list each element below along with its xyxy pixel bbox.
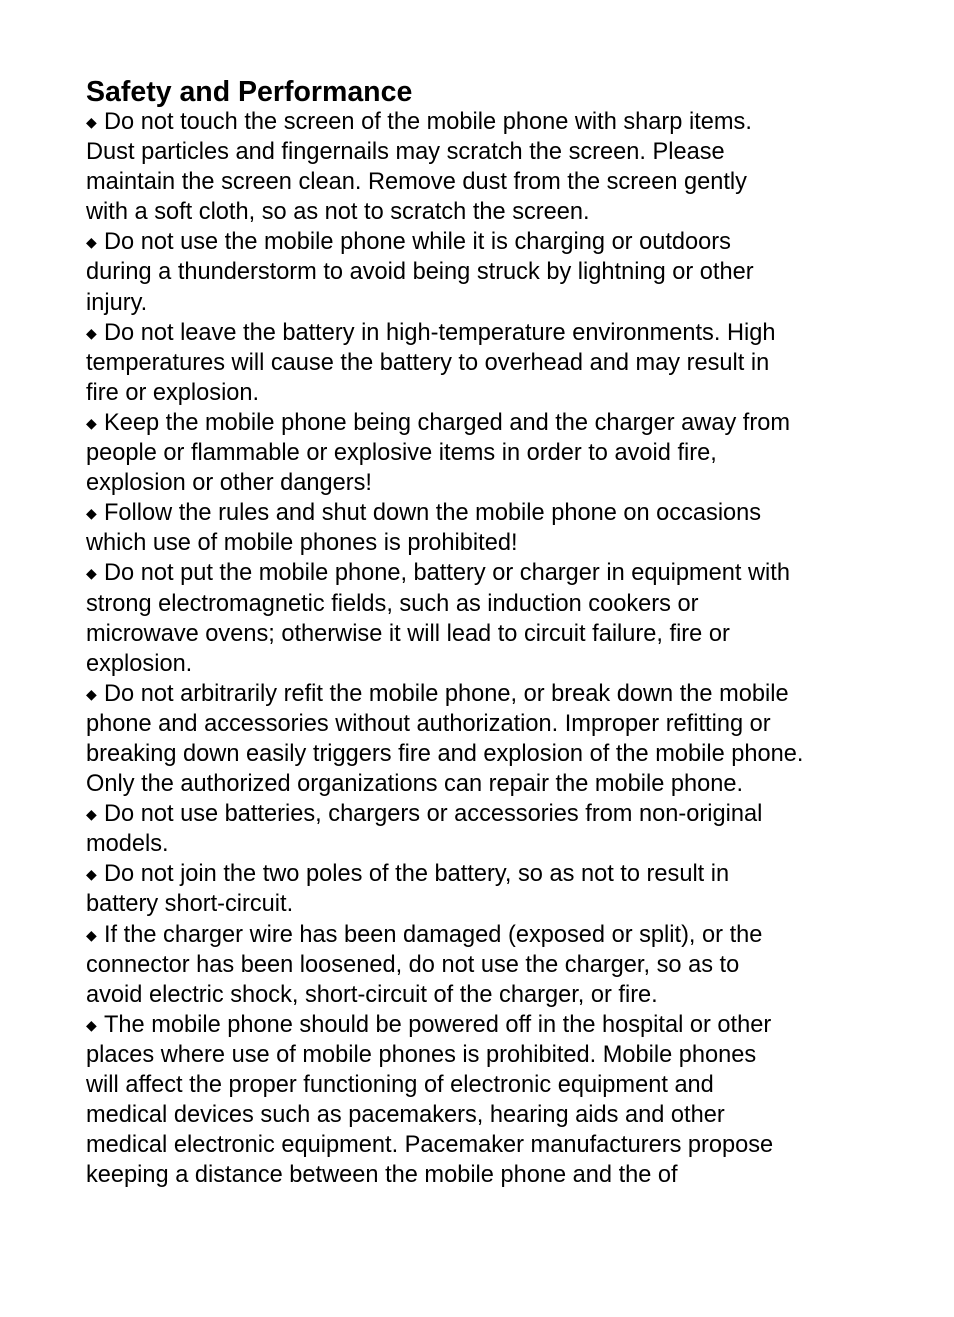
safety-item-line [86,679,886,709]
safety-item [86,107,886,227]
safety-item-text: Do not join the two poles of the battery, so as not to result in [104,861,730,888]
safety-item-text: people or flammable or explosive items in order to avoid fire, [86,440,717,467]
safety-item-line [86,950,886,980]
safety-item-text: places where use of mobile phones is prohibited. Mobile phones [86,1041,757,1068]
safety-item-text: Only the authorized organizations can repair the mobile phone. [86,771,744,798]
safety-item-text: injury. [86,289,148,316]
safety-item [86,498,886,558]
safety-item-text: with a soft cloth, so as not to scratch the screen. [86,199,590,226]
safety-item-text: temperatures will cause the battery to overhead and may result in [86,349,770,376]
safety-item-line [86,859,886,889]
safety-item-line [86,1010,886,1040]
safety-item-line [86,649,886,679]
safety-item [86,1010,886,1191]
safety-item-line [86,468,886,498]
diamond-bullet-icon: ◆ [86,234,97,251]
safety-item-text: fire or explosion. [86,379,260,406]
safety-item-text: will affect the proper functioning of electronic equipment and [86,1072,714,1098]
safety-item [86,679,886,799]
safety-item-line [86,709,886,739]
safety-item-text: explosion. [86,650,193,677]
safety-item-line [86,528,886,558]
safety-item-text: explosion or other dangers! [86,470,372,497]
safety-item [86,227,886,317]
safety-item-text: strong electromagnetic fields, such as induction cookers or [86,590,699,617]
safety-item-text: avoid electric shock, short-circuit of the charger, or fire. [86,981,658,1008]
safety-item-line [86,829,886,859]
safety-item-line [86,408,886,438]
safety-item-text: Do not use the mobile phone while it is charging or outdoors [104,229,731,256]
safety-item-text: connector has been loosened, do not use the charger, so as to [86,951,740,978]
safety-item-text: Follow the rules and shut down the mobile phone on occasions [104,500,762,527]
safety-item [86,859,886,919]
safety-item-line [86,438,886,468]
safety-item-text: Keep the mobile phone being charged and the charger away from [104,409,790,436]
safety-item-text: Do not use batteries, chargers or accessories from non-original [104,801,763,828]
safety-item-line [86,1160,886,1190]
diamond-bullet-icon: ◆ [86,866,97,883]
safety-item-line [86,257,886,287]
safety-item-text: Do not arbitrarily refit the mobile phone, or break down the mobile [104,680,789,707]
safety-item-text: microwave ovens; otherwise it will lead to circuit failure, fire or [86,620,730,647]
document-page [86,74,886,1190]
safety-item-line [86,197,886,227]
safety-item-line [86,799,886,829]
safety-item-line [86,167,886,197]
safety-item [86,318,886,408]
diamond-bullet-icon: ◆ [86,685,97,702]
diamond-bullet-icon: ◆ [86,1016,97,1033]
safety-item-text: during a thunderstorm to avoid being struck by lightning or other [86,259,754,286]
safety-item-line [86,348,886,378]
safety-item-text: The mobile phone should be powered off in the hospital or other [104,1011,772,1038]
safety-item-text: Dust particles and fingernails may scratch the screen. Please [86,139,725,166]
safety-item-text: Do not leave the battery in high-temperature environments. High [104,319,776,346]
safety-item-text: breaking down easily triggers fire and explosion of the mobile phone. [86,740,804,767]
safety-item-line [86,288,886,318]
safety-item-text: maintain the screen clean. Remove dust from the screen gently [86,169,747,196]
diamond-bullet-icon: ◆ [86,324,97,341]
safety-item-line [86,1040,886,1070]
safety-item-line [86,589,886,619]
safety-item-line [86,137,886,167]
safety-item-line [86,558,886,588]
safety-item-line [86,107,886,137]
safety-item-line [86,619,886,649]
safety-item-text: keeping a distance between the mobile phone and the of [86,1162,678,1189]
safety-item-line [86,227,886,257]
safety-item [86,920,886,1010]
diamond-bullet-icon: ◆ [86,926,97,943]
safety-item-text: battery short-circuit. [86,891,294,918]
safety-item-line [86,1100,886,1130]
diamond-bullet-icon: ◆ [86,114,97,130]
safety-item [86,799,886,859]
safety-item-line [86,1130,886,1160]
safety-item-line [86,980,886,1010]
safety-item-line [86,920,886,950]
safety-item-line [86,318,886,348]
safety-item-text: If the charger wire has been damaged (exposed or split), or the [104,921,763,948]
safety-item-text: Do not touch the screen of the mobile phone with sharp items. [104,109,752,135]
safety-list [86,107,886,1190]
safety-item-line [86,889,886,919]
safety-item-text: medical electronic equipment. Pacemaker manufacturers propose [86,1132,774,1159]
diamond-bullet-icon: ◆ [86,505,97,522]
diamond-bullet-icon: ◆ [86,806,97,823]
safety-item-line [86,739,886,769]
diamond-bullet-icon: ◆ [86,414,97,431]
safety-item-text: phone and accessories without authorization. Improper refitting or [86,710,771,737]
safety-item-line [86,1070,886,1100]
safety-item [86,408,886,498]
safety-item [86,558,886,678]
page-title: Safety and Performance [86,76,413,108]
safety-item-line [86,378,886,408]
safety-item-text: medical devices such as pacemakers, hearing aids and other [86,1102,725,1129]
safety-item-text: models. [86,831,169,858]
safety-item-line [86,498,886,528]
diamond-bullet-icon: ◆ [86,565,97,582]
safety-item-text: which use of mobile phones is prohibited! [86,530,518,557]
safety-item-text: Do not put the mobile phone, battery or charger in equipment with [104,560,790,587]
safety-item-line [86,769,886,799]
